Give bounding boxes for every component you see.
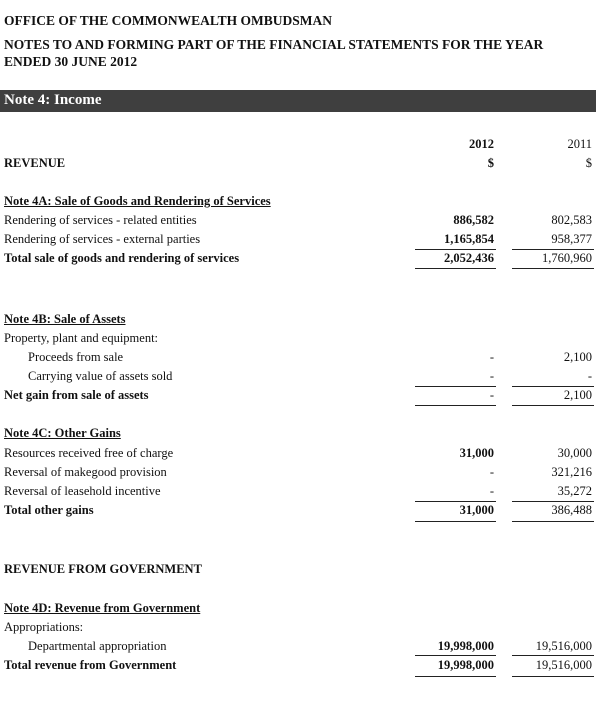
table-row-label: Reversal of makegood provision [4, 465, 167, 479]
subtotal-rule-2011 [512, 249, 594, 250]
table-cell-2012: - [489, 350, 494, 364]
column-unit-2011: $ [585, 156, 592, 170]
note-4a-title: Note 4A: Sale of Goods and Rendering of Services [4, 194, 271, 208]
table-cell-2011: - [587, 369, 592, 383]
note-banner [0, 90, 596, 112]
table-cell-2011: 321,216 [551, 465, 592, 479]
column-year-2011: 2011 [567, 137, 592, 151]
subtotal-rule-2012 [415, 655, 496, 656]
subtotal-rule-2011 [512, 655, 594, 656]
report-title-line-1: OFFICE OF THE COMMONWEALTH OMBUDSMAN [4, 13, 333, 28]
table-row-label: Rendering of services - related entities [4, 213, 197, 227]
table-row-label: Departmental appropriation [28, 639, 167, 653]
subtotal-rule-2011 [512, 501, 594, 502]
note-4d-title: Note 4D: Revenue from Government [4, 601, 201, 615]
note-banner-title: Note 4: Income [4, 92, 102, 108]
total-rule-2012 [415, 521, 496, 522]
total-row-label: Total sale of goods and rendering of services [4, 251, 240, 265]
table-row-label: Carrying value of assets sold [28, 369, 173, 383]
revenue-heading: REVENUE [4, 156, 66, 170]
table-cell-2011: 2,100 [563, 350, 592, 364]
table-cell-2012: 886,582 [453, 213, 494, 227]
subtotal-rule-2012 [415, 501, 496, 502]
total-cell-2011: 19,516,000 [535, 658, 592, 672]
table-cell-2011: 19,516,000 [535, 639, 592, 653]
total-cell-2011: 1,760,960 [542, 251, 592, 265]
table-cell-2012: 31,000 [459, 446, 494, 460]
total-cell-2011: 386,488 [551, 503, 592, 517]
total-cell-2012: - [489, 388, 494, 402]
subtotal-rule-2011 [512, 386, 594, 387]
total-cell-2012: 19,998,000 [437, 658, 494, 672]
government-heading: REVENUE FROM GOVERNMENT [4, 562, 202, 576]
table-row-label: Proceeds from sale [28, 350, 124, 364]
column-unit-2012: $ [487, 156, 494, 170]
table-row-label: Resources received free of charge [4, 446, 174, 460]
total-cell-2012: 2,052,436 [444, 251, 494, 265]
subtotal-rule-2012 [415, 386, 496, 387]
report-title-line-3: ENDED 30 JUNE 2012 [4, 54, 138, 69]
total-row-label: Total other gains [4, 503, 94, 517]
total-cell-2012: 31,000 [459, 503, 494, 517]
total-rule-2011 [512, 676, 594, 677]
table-cell-2011: 958,377 [551, 232, 592, 246]
total-rule-2012 [415, 405, 496, 406]
total-rule-2011 [512, 405, 594, 406]
table-cell-2011: 30,000 [557, 446, 592, 460]
total-cell-2011: 2,100 [563, 388, 592, 402]
total-rule-2012 [415, 676, 496, 677]
note-4c-title: Note 4C: Other Gains [4, 426, 121, 440]
column-year-2012: 2012 [469, 137, 494, 151]
table-cell-2011: 35,272 [557, 484, 592, 498]
table-cell-2012: - [489, 369, 494, 383]
table-cell-2012: - [489, 484, 494, 498]
total-row-label: Net gain from sale of assets [4, 388, 149, 402]
report-title-line-2: NOTES TO AND FORMING PART OF THE FINANCIAL STATEMENTS FOR THE YEAR [4, 37, 544, 52]
note-4b-title: Note 4B: Sale of Assets [4, 312, 126, 326]
table-cell-2012: 19,998,000 [437, 639, 494, 653]
subheading: Appropriations: [4, 620, 84, 634]
table-cell-2012: 1,165,854 [444, 232, 494, 246]
total-row-label: Total revenue from Government [4, 658, 177, 672]
table-cell-2011: 802,583 [551, 213, 592, 227]
subheading: Property, plant and equipment: [4, 331, 159, 345]
table-row-label: Rendering of services - external parties [4, 232, 201, 246]
subtotal-rule-2012 [415, 249, 496, 250]
total-rule-2011 [512, 521, 594, 522]
table-cell-2012: - [489, 465, 494, 479]
total-rule-2011 [512, 268, 594, 269]
total-rule-2012 [415, 268, 496, 269]
table-row-label: Reversal of leasehold incentive [4, 484, 161, 498]
